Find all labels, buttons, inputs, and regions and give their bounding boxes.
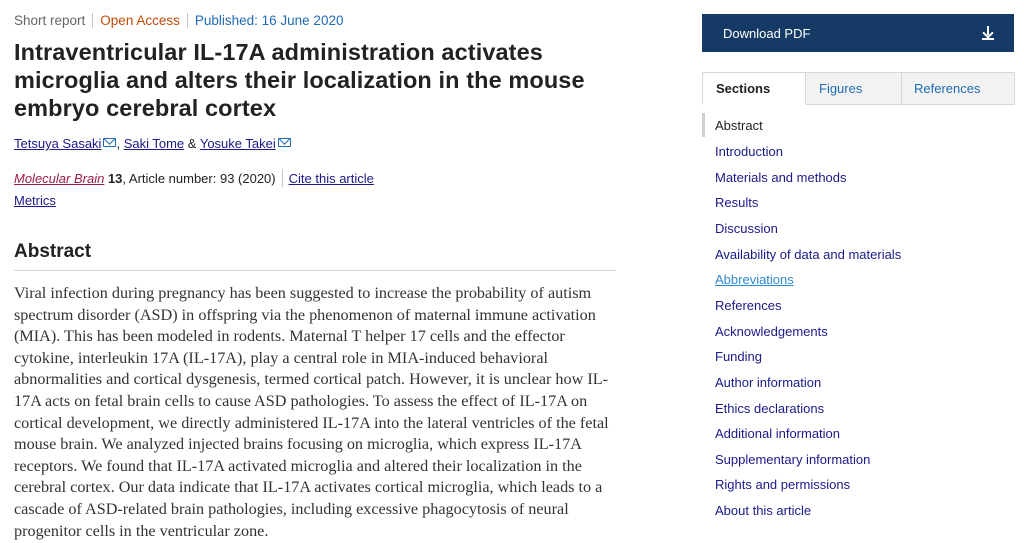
meta-divider [282, 169, 283, 187]
published-date: Published: 16 June 2020 [194, 13, 344, 28]
toc-item-results[interactable]: Results [715, 195, 759, 210]
sidebar-tabs [702, 72, 1015, 105]
toc-item-abstract[interactable]: Abstract [715, 118, 763, 133]
journal-volume: 13 [107, 171, 123, 186]
author-separator: , [116, 136, 121, 151]
toc-item-introduction[interactable]: Introduction [715, 144, 783, 159]
mail-icon[interactable] [278, 138, 291, 147]
toc-item-availability[interactable]: Availability of data and materials [715, 247, 902, 262]
metrics-link[interactable]: Metrics [14, 193, 56, 208]
cite-article-link[interactable]: Cite this article [288, 171, 374, 186]
active-section-indicator [702, 113, 705, 137]
toc-item-about[interactable]: About this article [715, 503, 812, 518]
toc-item-materials-methods[interactable]: Materials and methods [715, 170, 847, 185]
author-link[interactable]: Tetsuya Sasaki [14, 136, 102, 151]
toc-item-ethics[interactable]: Ethics declarations [715, 401, 825, 416]
author-link[interactable]: Saki Tome [123, 136, 185, 151]
article-title: Intraventricular IL-17A administration activates microglia and alters their localization in the mouse embryo cerebral cortex [14, 39, 585, 121]
toc-item-discussion[interactable]: Discussion [715, 221, 778, 236]
toc-item-rights[interactable]: Rights and permissions [715, 477, 851, 492]
abstract-divider [14, 270, 616, 271]
author-link[interactable]: Yosuke Takei [199, 136, 276, 151]
download-pdf-button[interactable] [702, 14, 1014, 52]
toc-item-additional-information[interactable]: Additional information [715, 426, 841, 441]
tab-figures[interactable]: Figures [806, 72, 902, 105]
toc-item-funding[interactable]: Funding [715, 349, 762, 364]
open-access-badge: Open Access [100, 13, 180, 28]
meta-divider [92, 13, 93, 28]
article-number: , Article number: 93 (2020) [122, 171, 276, 186]
download-pdf-label: Download PDF [723, 25, 811, 41]
mail-icon[interactable] [103, 138, 116, 147]
toc-item-acknowledgements[interactable]: Acknowledgements [715, 324, 828, 339]
tab-sections[interactable]: Sections [702, 72, 806, 105]
toc-item-author-information[interactable]: Author information [715, 375, 822, 390]
toc-item-references[interactable]: References [715, 298, 782, 313]
author-and: & [187, 136, 197, 151]
abstract-text: Viral infection during pregnancy has been suggested to increase the probability of autism spectrum disorder (ASD) in offspring via the phenomenon of maternal immune activation (MIA). This has been modeled in rodents. Maternal T helper 17 cells and the effector cytokine, interleukin 17A (IL-17A), play a central role in MIA-induced behavioral abnormalities and cortical dysgenesis, termed cortical patch. However, it is unclear how IL-17A acts on fetal brain cells to cause ASD pathologies. To assess the effect of IL-17A on cortical development, we directly administered IL-17A into the lateral ventricles of the fetal mouse brain. We analyzed injected brains focusing on microglia, which express IL-17A receptors. We found that IL-17A activated microglia and altered their localization in the cerebral cortex. Our data indicate that IL-17A activates cortical microglia, which leads to a cascade of ASD-related brain pathologies, including excessive phagocytosis of neural progenitor cells in the ventricular zone. [14, 284, 609, 540]
toc-item-abbreviations[interactable]: Abbreviations [715, 272, 794, 287]
article-type: Short report [14, 13, 86, 28]
abstract-heading: Abstract [14, 241, 92, 262]
meta-divider [187, 13, 188, 28]
download-icon [982, 26, 994, 40]
journal-info [14, 169, 374, 187]
article-meta-line [14, 13, 343, 28]
journal-link[interactable]: Molecular Brain [14, 171, 105, 186]
author-list [14, 136, 291, 151]
toc-item-supplementary[interactable]: Supplementary information [715, 452, 871, 467]
tab-references[interactable]: References [902, 72, 1015, 105]
